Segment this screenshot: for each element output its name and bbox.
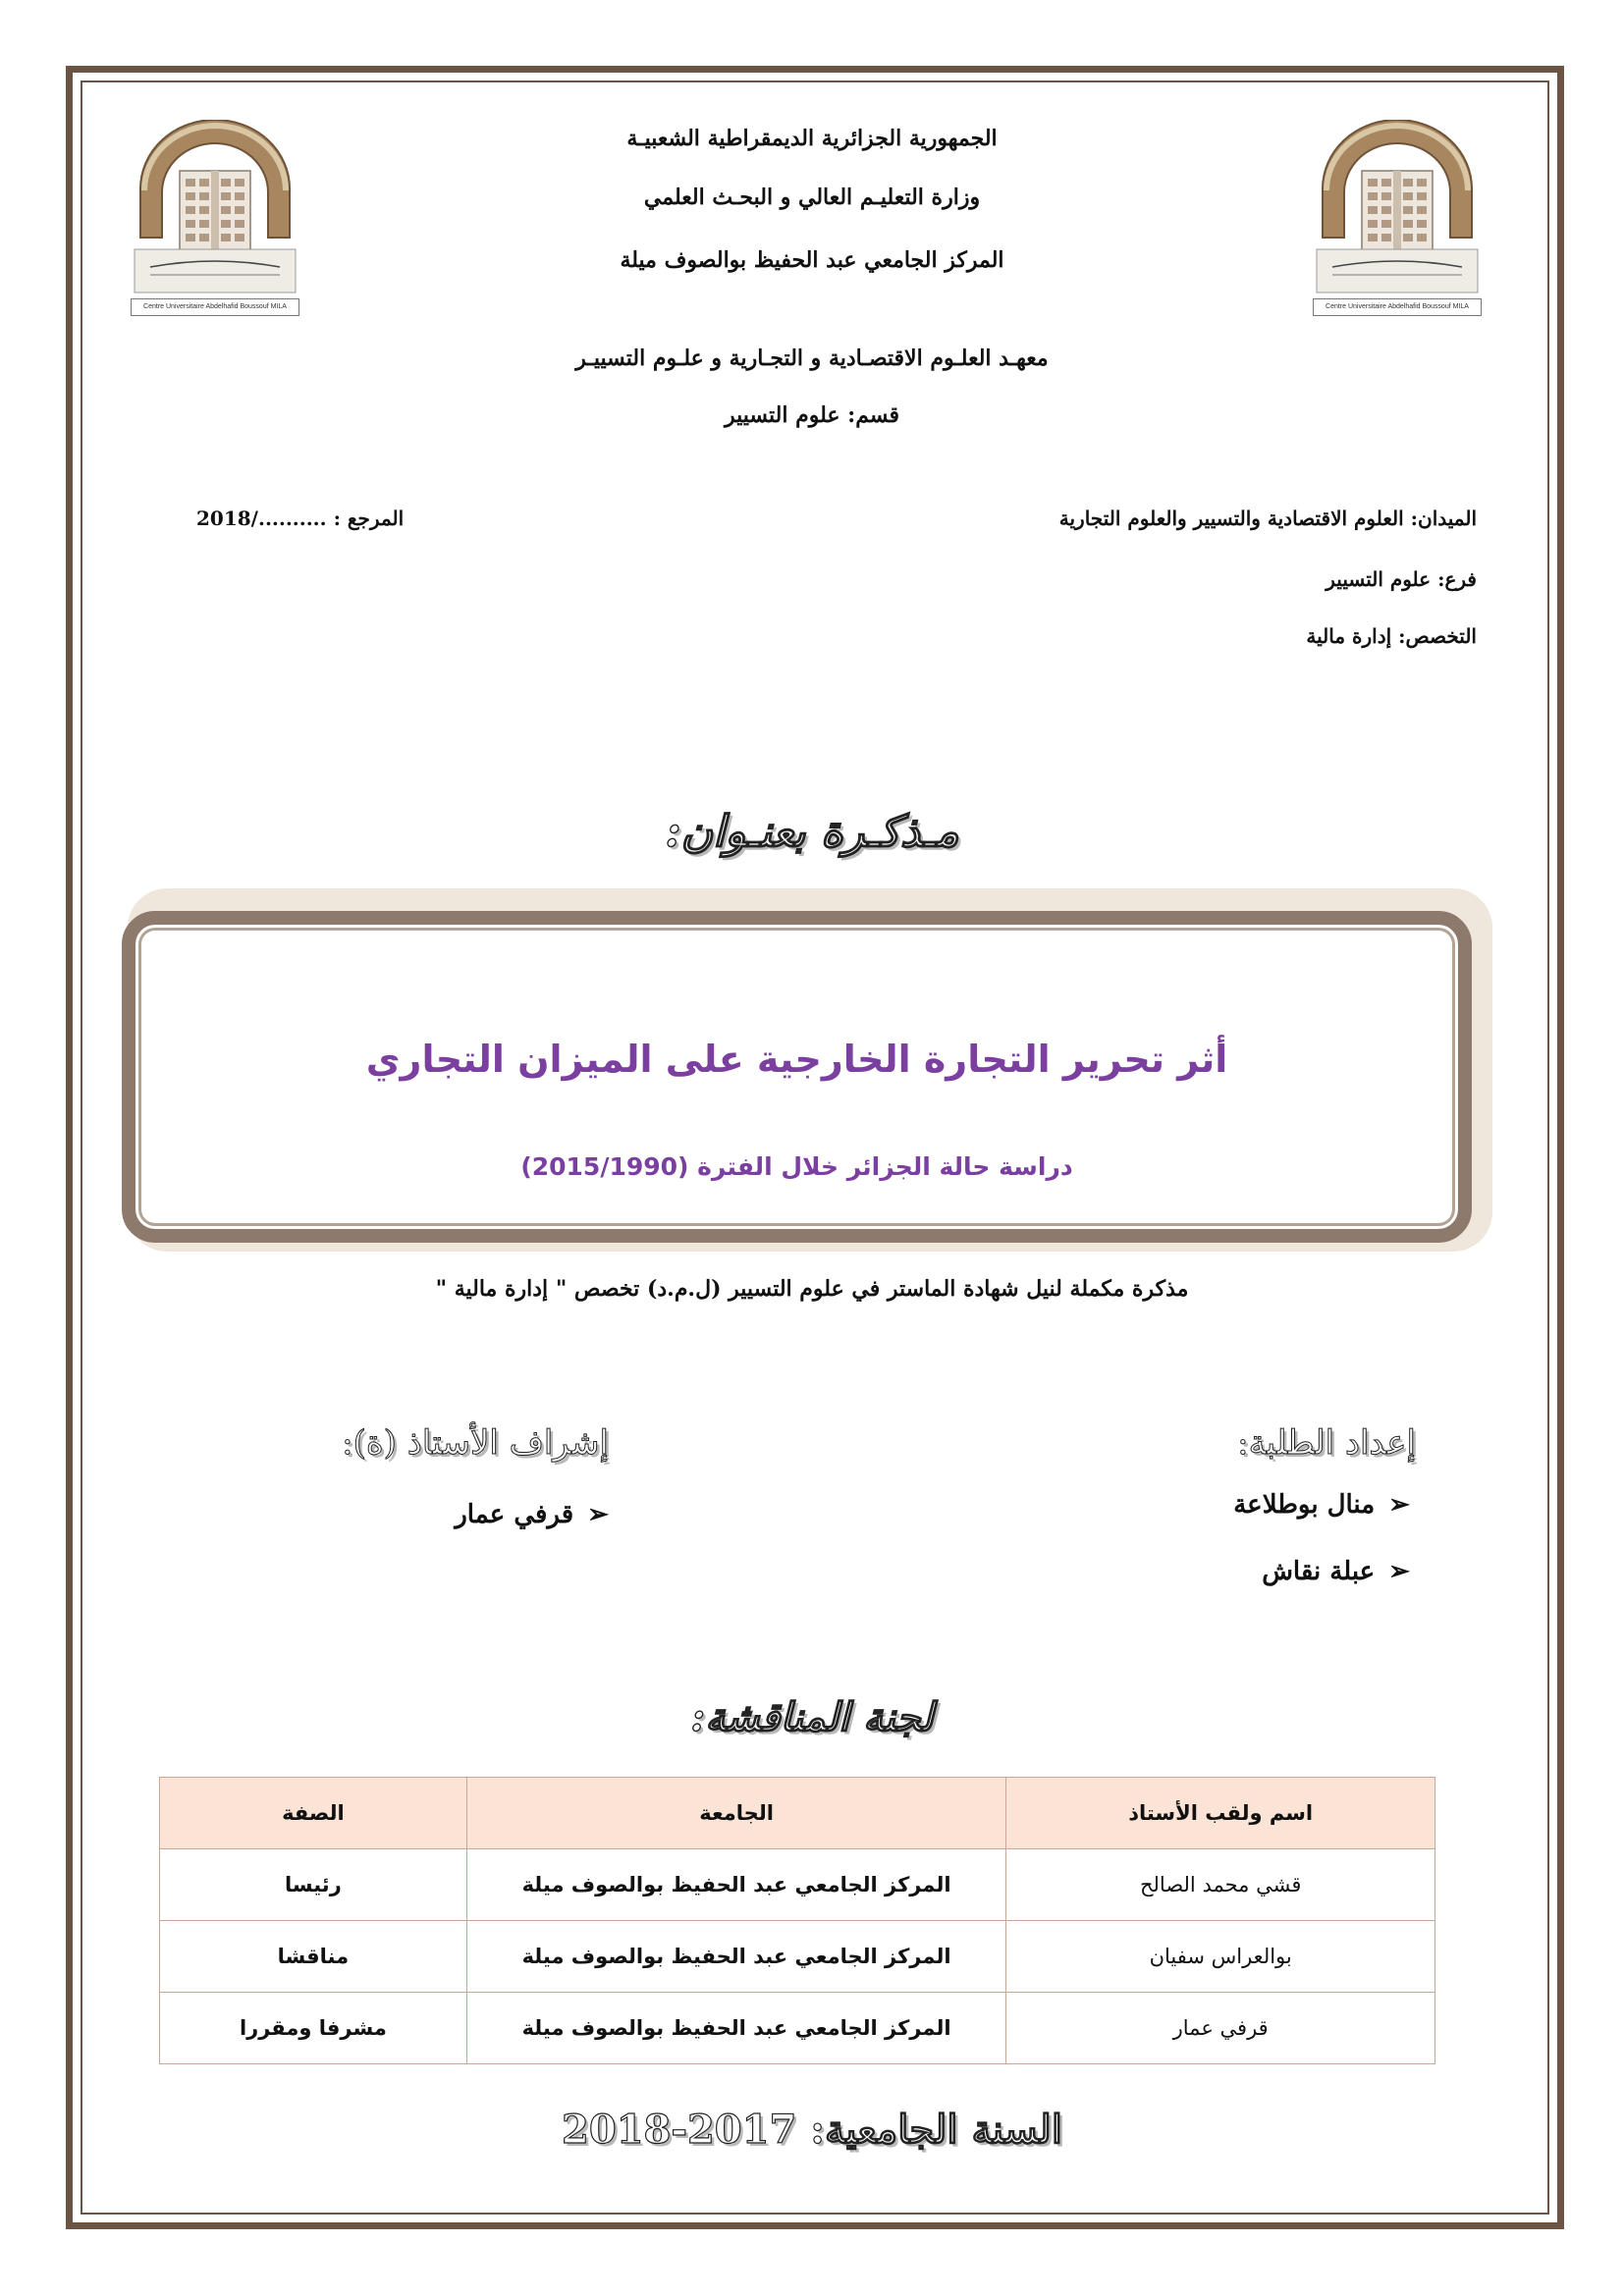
arrow-bullet-icon: ➢ (587, 1500, 609, 1529)
academic-year: السنة الجامعية: 2017-2018 (562, 2107, 1062, 2153)
table-row (160, 1849, 1435, 1921)
thesis-subtitle: دراسة حالة الجزائر خلال الفترة (2015/1990) (520, 1152, 1073, 1181)
republic-line: الجمهورية الجزائرية الديمقراطية الشعبيـة (626, 126, 998, 151)
degree-line: مذكرة مكملة لنيل شهادة الماستر في علوم التسيير (ل.م.د) تخصص " إدارة مالية " (435, 1276, 1189, 1302)
column-header: الصفة (160, 1778, 467, 1849)
ministry-line: وزارة التعليـم العالي و البحـث العلمي (643, 185, 981, 210)
member-role: مشرفا ومقررا (160, 1993, 467, 2064)
member-name: قشي محمد الصالح (1006, 1849, 1435, 1921)
logo-caption-right: Centre Universitaire Abdelhafid Boussouf MILA (1313, 298, 1482, 316)
department-line: قسم: علوم التسيير (724, 402, 900, 428)
branch-line: فرع: علوم التسيير (1326, 567, 1477, 591)
student-name: منال بوطلاعة (1233, 1490, 1376, 1520)
column-header: الجامعة (466, 1778, 1006, 1849)
student-item (1233, 1490, 1410, 1520)
member-university: المركز الجامعي عبد الحفيظ بوالصوف ميلة (466, 1921, 1006, 1993)
column-header: اسم ولقب الأستاذ (1006, 1778, 1435, 1849)
arrow-bullet-icon: ➢ (1388, 1490, 1410, 1520)
university-logo-right (1313, 120, 1482, 316)
students-label: إعداد الطلبة: (1237, 1423, 1416, 1463)
member-role: مناقشا (160, 1921, 467, 1993)
table-row (160, 1921, 1435, 1993)
member-role: رئيسا (160, 1849, 467, 1921)
reference-line: المرجع : ........../2018 (196, 507, 405, 530)
university-logo-left (131, 120, 299, 316)
title-box (122, 911, 1472, 1243)
member-name: بوالعراس سفيان (1006, 1921, 1435, 1993)
building-emblem-icon (131, 120, 299, 300)
member-name: قرفي عمار (1006, 1993, 1435, 2064)
student-name: عبلة نقاش (1262, 1557, 1376, 1586)
supervisor-item (412, 1500, 609, 1529)
institute-line: معهـد العلـوم الاقتصـادية و التجـارية و علـوم التسييـر (575, 346, 1049, 371)
field-line: الميدان: العلوم الاقتصادية والتسيير والعلوم التجارية (1058, 507, 1477, 530)
table-row (160, 1993, 1435, 2064)
thesis-heading: مـذكـرة بعنـوان: (665, 807, 959, 857)
supervisor-label: إشراف الأستاذ (ة): (342, 1423, 609, 1463)
supervisor-name: قرفي عمار (455, 1500, 574, 1529)
logo-caption-left: Centre Universitaire Abdelhafid Boussouf MILA (131, 298, 299, 316)
specialty-line: التخصص: إدارة مالية (1306, 624, 1477, 648)
building-emblem-icon (1313, 120, 1482, 300)
thesis-title: أثر تحرير التجارة الخارجية على الميزان التجاري (365, 1038, 1228, 1081)
member-university: المركز الجامعي عبد الحفيظ بوالصوف ميلة (466, 1993, 1006, 2064)
center-line: المركز الجامعي عبد الحفيظ بوالصوف ميلة (620, 247, 1004, 273)
student-item (1262, 1557, 1410, 1586)
arrow-bullet-icon: ➢ (1388, 1557, 1410, 1586)
member-university: المركز الجامعي عبد الحفيظ بوالصوف ميلة (466, 1849, 1006, 1921)
committee-table (159, 1777, 1435, 2064)
committee-heading: لجنة المناقشة: (690, 1694, 934, 1740)
table-header-row (160, 1778, 1435, 1849)
